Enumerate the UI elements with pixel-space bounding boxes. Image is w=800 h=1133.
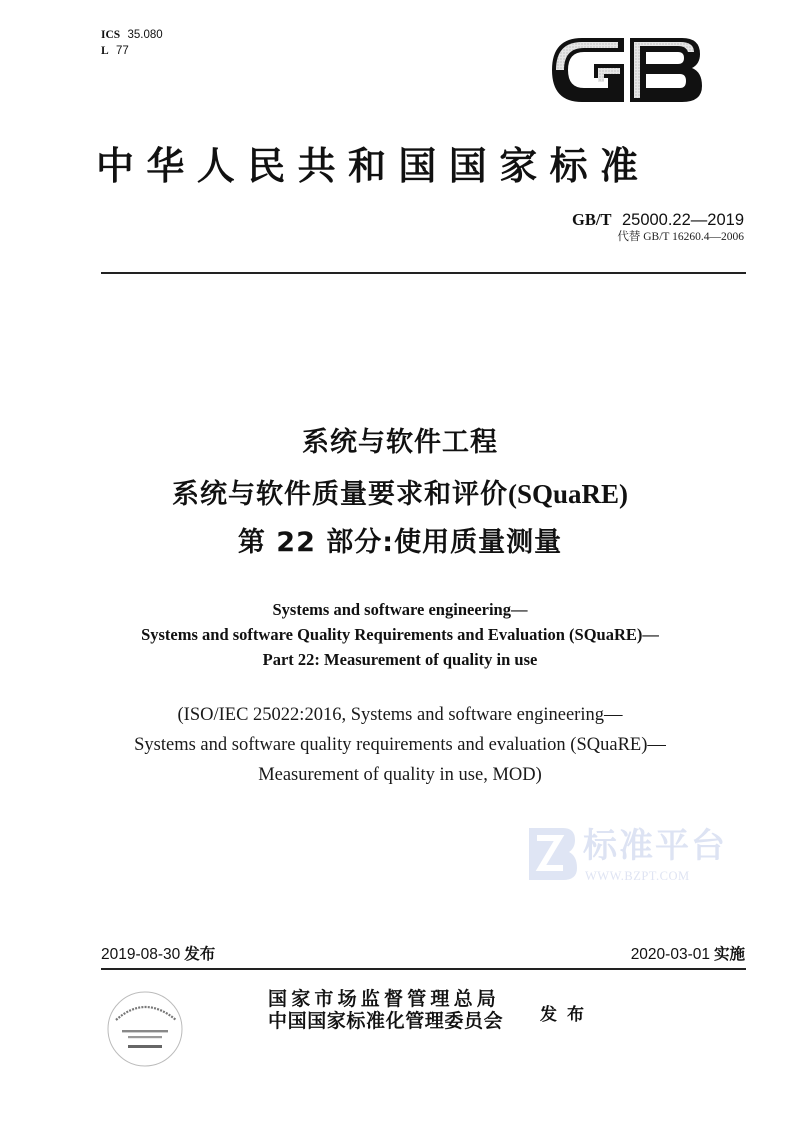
replaces-standard: 代替 GB/T 16260.4—2006 <box>617 231 744 243</box>
distributor-stamp-icon <box>106 990 184 1068</box>
watermark-url: WWW.BZPT.COM <box>585 869 690 883</box>
header-divider <box>101 272 746 274</box>
issue-date <box>101 944 215 965</box>
title-zh-line2-abbr: (SQuaRE) <box>507 479 629 509</box>
ics-label: ICS <box>101 29 121 41</box>
publishers <box>268 988 503 1032</box>
title-zh-line1: 系统与软件工程 <box>302 427 498 458</box>
gb-standard-logo-icon <box>548 34 706 106</box>
ics-line <box>101 27 163 43</box>
standard-number-block <box>572 210 744 244</box>
watermark <box>527 826 727 890</box>
effective-date <box>631 944 745 965</box>
iso-reference-line2: Systems and software quality requirements and evaluation (SQuaRE)— <box>134 735 666 755</box>
publisher-sac: 中国国家标准化管理委员会 <box>268 1010 504 1032</box>
publish-action-label: 发布 <box>540 1005 594 1025</box>
standard-prefix: GB/T <box>572 210 612 229</box>
effective-date-value: 2020-03-01 <box>630 946 710 963</box>
ccs-label: L <box>101 45 109 57</box>
title-zh-line3: 第 22 部分:使用质量测量 <box>237 527 563 558</box>
effective-date-label: 实施 <box>713 945 745 963</box>
title-en-line3: Part 22: Measurement of quality in use <box>262 650 538 669</box>
ics-code: 35.080 <box>127 29 163 41</box>
iso-reference-line1: (ISO/IEC 25022:2016, Systems and software engineering— <box>177 705 623 725</box>
national-standard-title: 中华人民共和国国家标准 <box>96 143 651 188</box>
footer-divider <box>101 968 746 970</box>
title-en-line1: Systems and software engineering— <box>272 600 528 619</box>
standard-number <box>572 210 744 230</box>
ccs-line <box>101 43 163 59</box>
iso-reference-line3: Measurement of quality in use, MOD) <box>258 765 542 785</box>
title-zh-line2-text: 系统与软件质量要求和评价 <box>171 479 508 510</box>
issue-date-value: 2019-08-30 <box>101 946 181 963</box>
classification-codes <box>101 27 163 59</box>
title-en-line2: Systems and software Quality Requirements and Evaluation (SQuaRE)— <box>141 625 659 644</box>
title-zh-line2 <box>0 476 800 513</box>
standard-code: 25000.22—2019 <box>621 211 744 229</box>
publisher-samr: 国家市场监督管理总局 <box>268 988 501 1010</box>
issue-date-label: 发布 <box>184 945 216 963</box>
ccs-code: 77 <box>115 45 129 57</box>
bz-logo-icon <box>527 826 577 882</box>
watermark-name: 标准平台 <box>583 826 727 866</box>
